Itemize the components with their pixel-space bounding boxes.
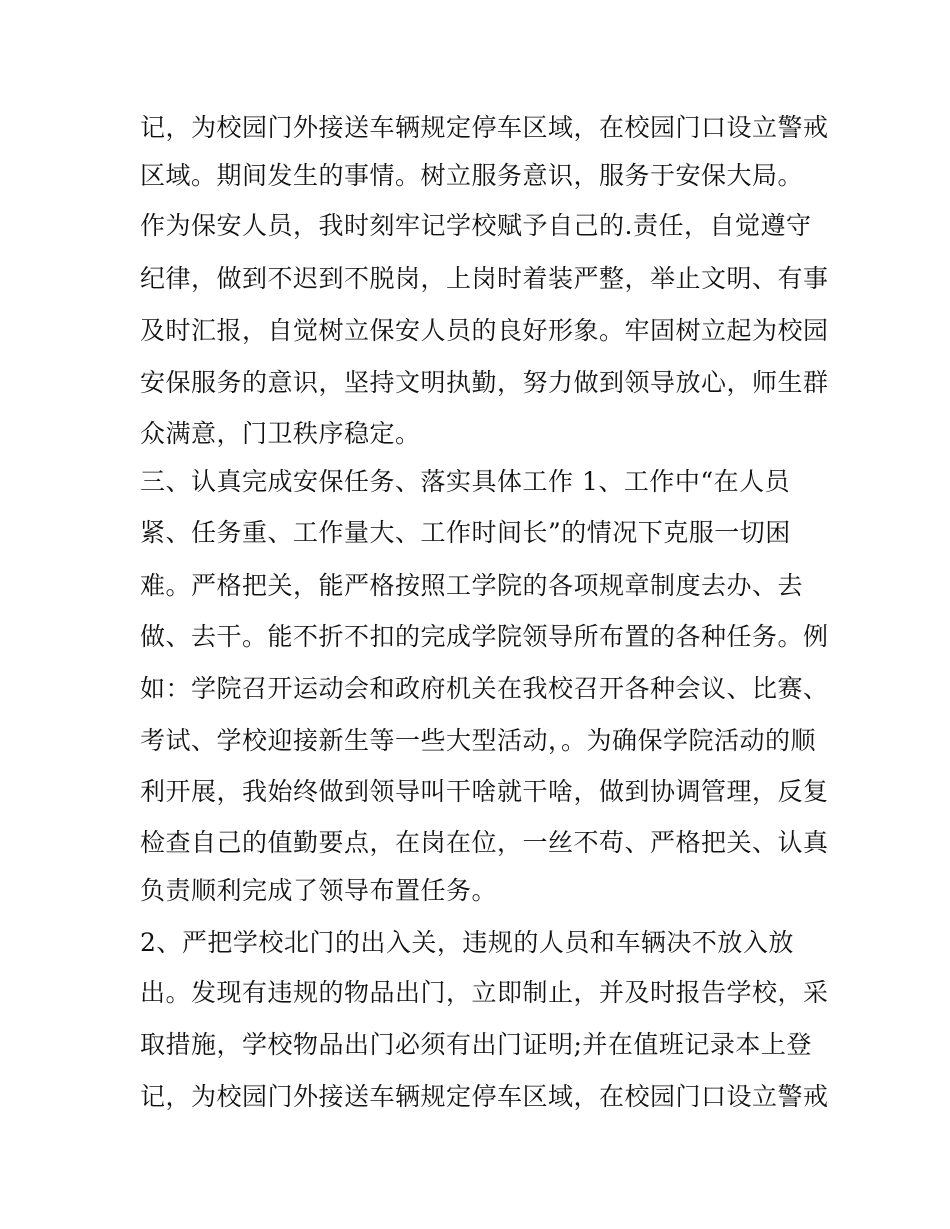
- text-line: 区域。期间发生的事情。树立服务意识，服务于安保大局。: [140, 161, 804, 190]
- text-line: 考试、学校迎接新生等一些大型活动，。为确保学院活动的顺: [140, 726, 817, 755]
- text-line: 难。严格把关，能严格按照工学院的各项规章制度去办、去: [140, 571, 804, 600]
- text-line: 紧、任务重、工作量大、工作时间长”的情况下克服一切困: [140, 518, 791, 547]
- text-line: 负责顺利完成了领导布置任务。: [140, 876, 498, 905]
- text-line: 取措施，学校物品出门必须有出门证明;并在值班记录本上登: [140, 1030, 812, 1059]
- text-line: 做、去干。能不折不扣的完成学院领导所布置的各种任务。例: [140, 622, 829, 651]
- text-line: 2、严把学校北门的出入关，违规的人员和车辆决不放入放: [140, 928, 794, 957]
- text-line: 记，为校园门外接送车辆规定停车区域，在校园门口设立警戒: [140, 1082, 829, 1111]
- text-line: 纪律，做到不迟到不脱岗，上岗时着装严整，举止文明、有事: [140, 264, 829, 293]
- text-line: 利开展，我始终做到领导叫干啥就干啥，做到协调管理，反复: [140, 777, 829, 806]
- text-line: 及时汇报，自觉树立保安人员的良好形象。牢固树立起为校园: [140, 316, 829, 345]
- text-line: 三、认真完成安保任务、落实具体工作 1、工作中“在人员: [140, 467, 791, 496]
- text-line: 出。发现有违规的物品出门，立即制止，并及时报告学校，采: [140, 978, 829, 1007]
- text-line: 安保服务的意识，坚持文明执勤，努力做到领导放心，师生群: [140, 368, 829, 397]
- text-line: 记，为校园门外接送车辆规定停车区域，在校园门口设立警戒: [140, 113, 829, 142]
- text-line: 检查自己的值勤要点，在岗在位，一丝不苟、严格把关、认真: [140, 828, 829, 857]
- text-line: 如：学院召开运动会和政府机关在我校召开各种会议、比赛、: [140, 674, 829, 703]
- text-line: 众满意，门卫秩序稳定。: [140, 419, 421, 448]
- text-line: 作为保安人员，我时刻牢记学校赋予自己的.责任，自觉遵守: [140, 211, 812, 240]
